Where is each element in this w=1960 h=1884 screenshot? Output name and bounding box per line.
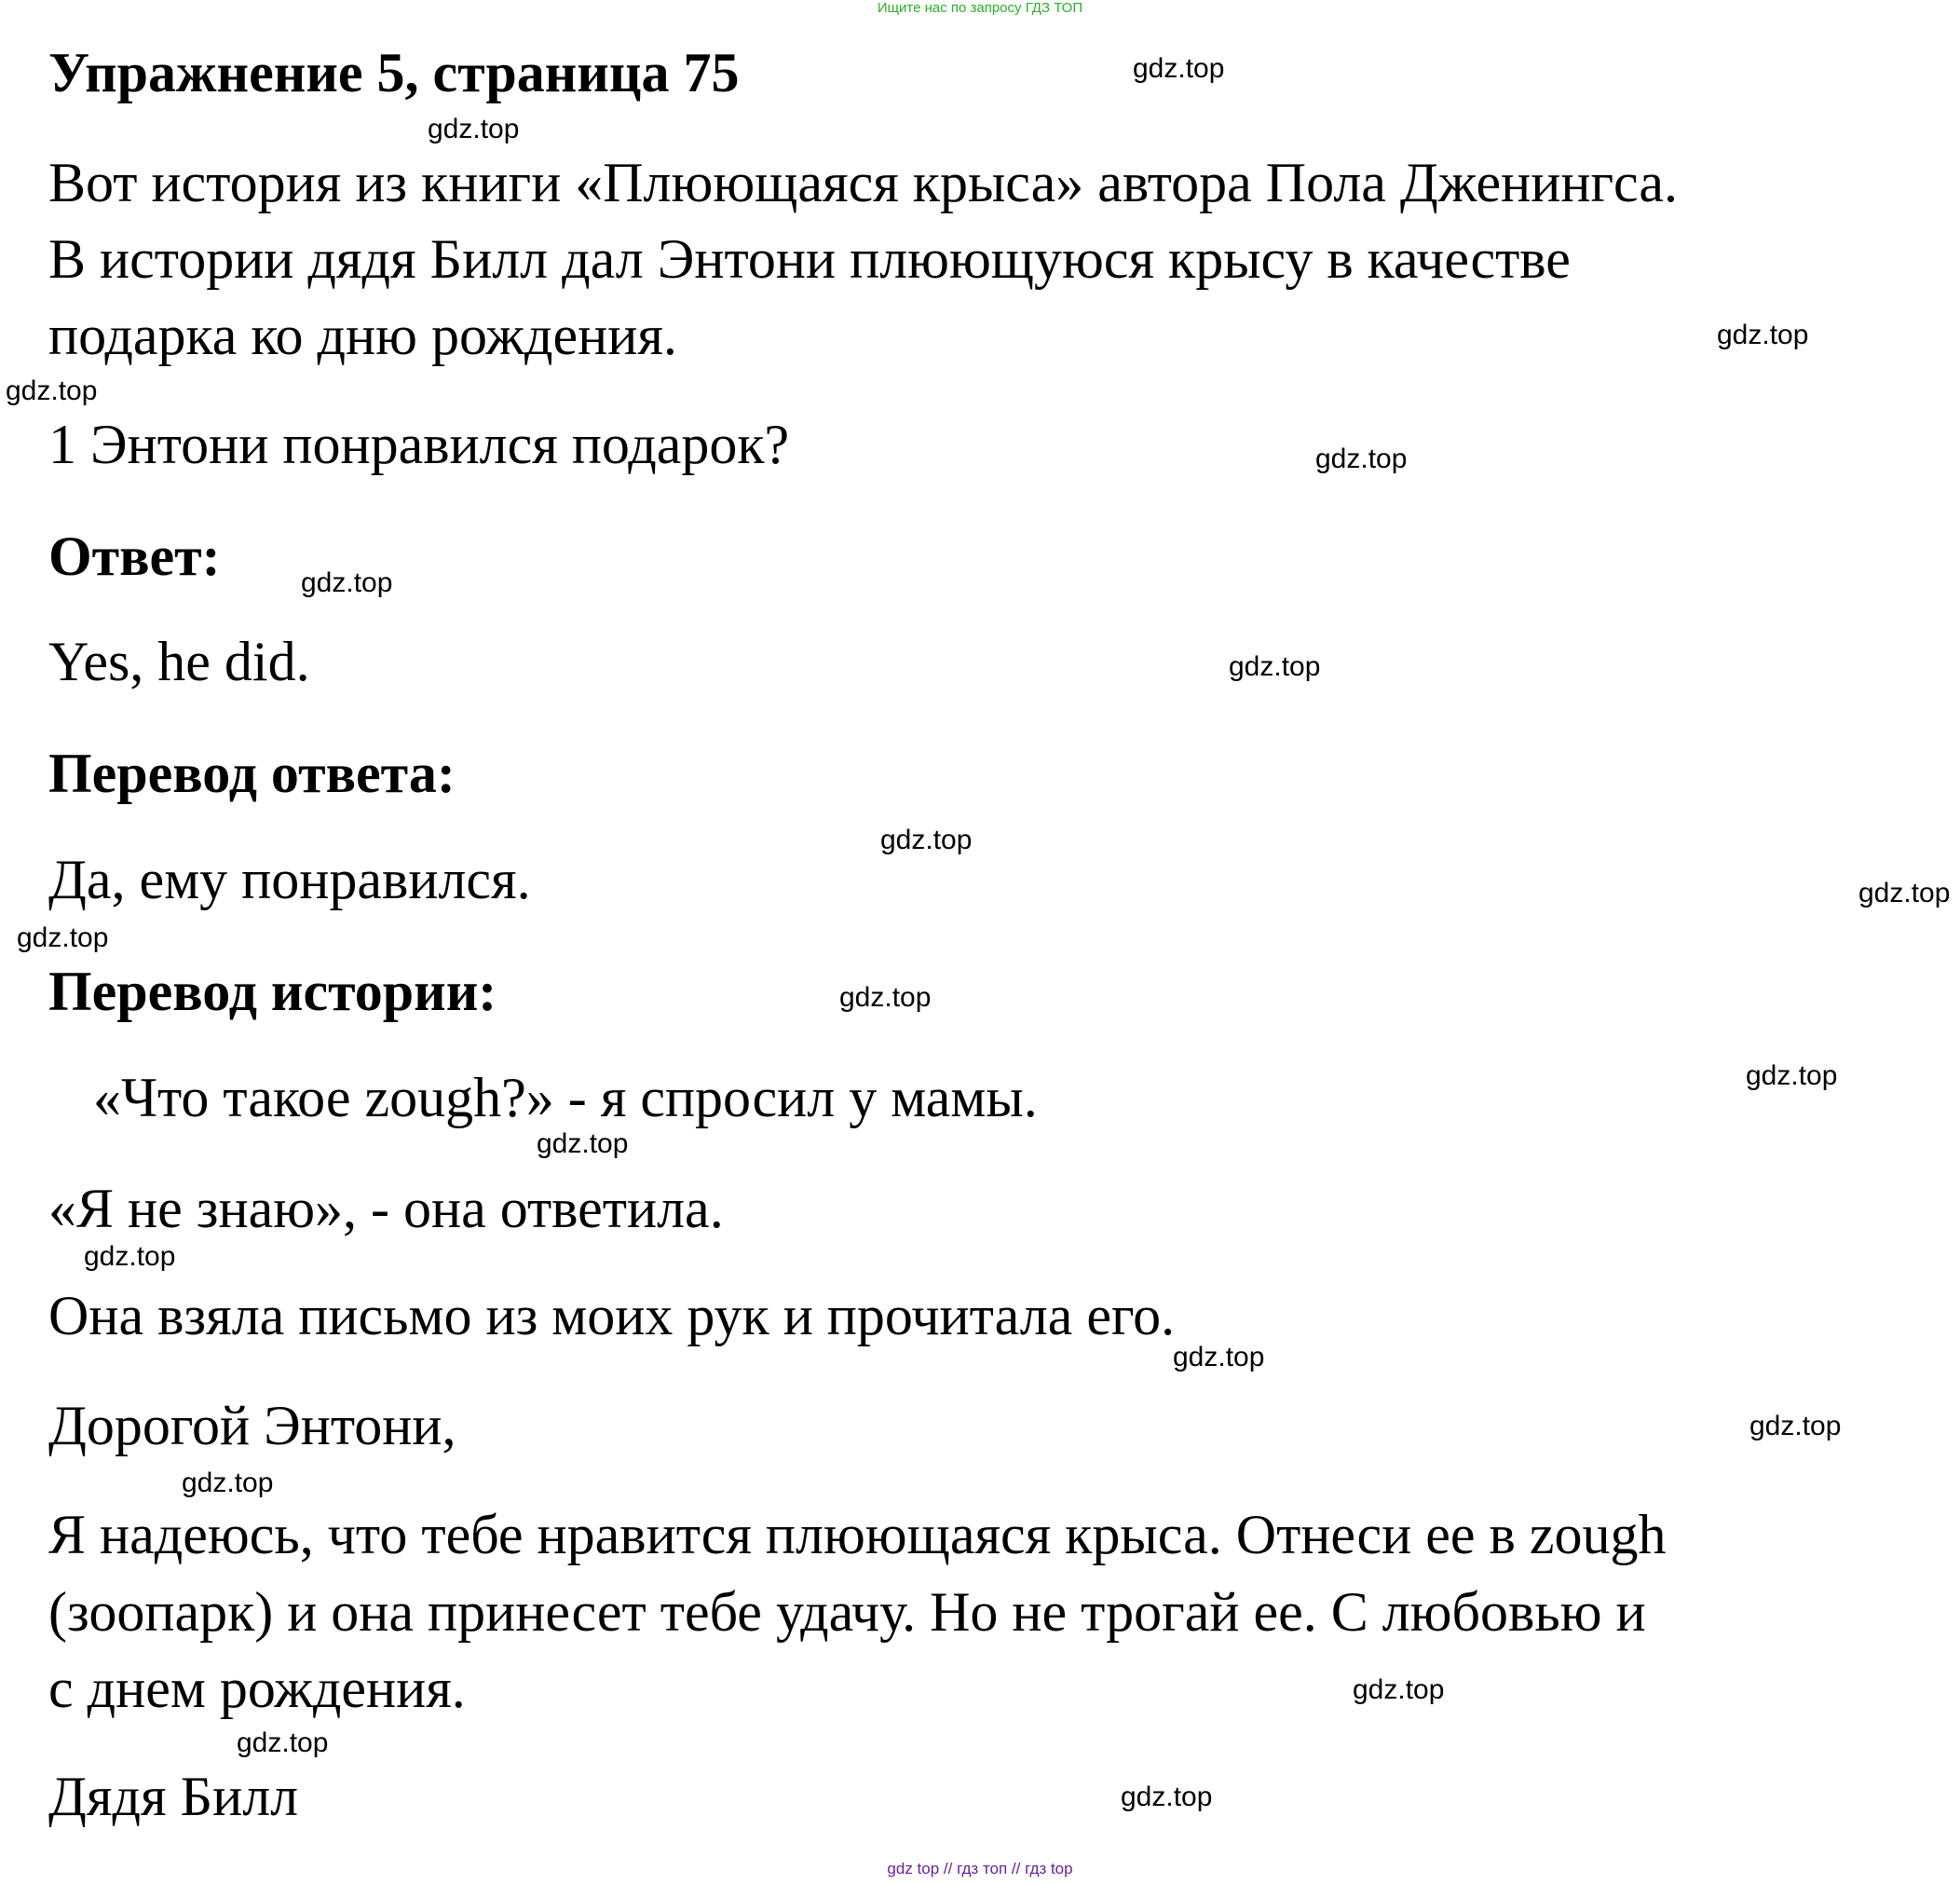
story-line-2: «Я не знаю», - она ответила. [48,1178,724,1239]
story-translation-heading: Перевод истории: [48,961,497,1022]
watermark: gdz.top [537,1128,629,1159]
answer-translation-text: Да, ему понравился. [48,849,531,910]
story-line-4: Дорогой Энтони, [48,1395,456,1456]
watermark: gdz.top [1749,1411,1842,1441]
story-line-8: Дядя Билл [48,1766,299,1827]
watermark: gdz.top [1746,1060,1838,1091]
page-title: Упражнение 5, страница 75 [48,42,740,103]
answer-translation-heading: Перевод ответа: [48,743,456,804]
watermark: gdz.top [301,567,393,598]
watermark: gdz.top [428,114,520,144]
watermark: gdz.top [182,1468,274,1498]
watermark: gdz.top [1858,878,1951,908]
answer-text: Yes, he did. [48,631,310,692]
watermark: gdz.top [17,922,109,953]
watermark: gdz.top [84,1241,176,1272]
question: 1 Энтони понравился подарок? [48,414,790,475]
intro-line-1: Вот история из книги «Плюющаяся крыса» автора Пола Дженингса. [48,152,1679,213]
watermark: gdz.top [1173,1342,1265,1372]
watermark: gdz.top [1717,320,1809,350]
watermark: gdz.top [6,375,98,406]
story-line-5: Я надеюсь, что тебе нравится плюющаяся крыса. Отнеси ее в zough [48,1504,1667,1565]
watermark: gdz.top [880,825,973,855]
watermark: gdz.top [1121,1782,1213,1812]
watermark: gdz.top [1133,53,1225,84]
watermark: gdz.top [1229,651,1321,682]
story-line-7: с днем рождения. [48,1658,466,1719]
story-line-3: Она взяла письмо из моих рук и прочитала его. [48,1285,1176,1346]
answer-heading: Ответ: [48,526,221,587]
watermark: gdz.top [1315,444,1408,474]
watermark: gdz.top [839,982,932,1013]
watermark: gdz.top [237,1727,329,1758]
story-line-6: (зоопарк) и она принесет тебе удачу. Но не трогай ее. С любовью и [48,1581,1646,1643]
story-line-1: «Что такое zough?» - я спросил у мамы. [93,1067,1038,1128]
watermark: gdz.top [1353,1674,1445,1705]
bottom-banner: gdz top // гдз топ // гдз top [887,1860,1073,1877]
top-banner: Ищите нас по запросу ГДЗ ТОП [877,0,1083,16]
intro-line-2: В истории дядя Билл дал Энтони плюющуюся крысу в качестве [48,228,1571,290]
intro-line-3: подарка ко дню рождения. [48,305,677,366]
